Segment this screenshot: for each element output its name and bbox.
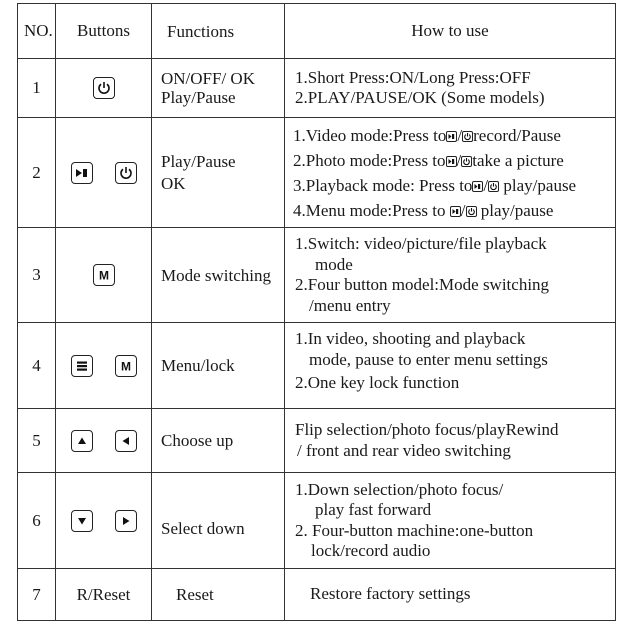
- row-number: 7: [18, 569, 56, 621]
- usage-cell: [285, 409, 616, 473]
- function-text: Play/Pause: [161, 151, 236, 171]
- usage-text: 2. Four-button machine:one-button: [295, 520, 534, 540]
- power-mini-icon: [462, 131, 473, 142]
- function-text: Reset: [176, 585, 214, 604]
- row-number: 4: [18, 323, 56, 409]
- usage-line: 1.Video mode:Press to / record/Pause: [293, 125, 561, 145]
- right-arrow-icon: [115, 510, 137, 532]
- header-functions: Functions: [152, 4, 285, 59]
- function-text: ON/OFF/ OK: [161, 69, 255, 88]
- play-pause-mini-icon: [450, 206, 461, 217]
- usage-cell: [285, 473, 616, 569]
- usage-text: / front and rear video switching: [297, 440, 511, 460]
- function-cell: [152, 409, 285, 473]
- table-row: [18, 569, 616, 621]
- usage-text: 1.In video, shooting and playback: [295, 329, 526, 348]
- svg-text:M: M: [98, 268, 109, 282]
- table-row: [18, 473, 616, 569]
- usage-line: 2.Photo mode:Press to / take a picture: [293, 150, 564, 170]
- function-text: Select down: [161, 519, 245, 538]
- up-arrow-icon: [71, 430, 93, 452]
- svg-text:M: M: [120, 359, 131, 373]
- buttons-cell: [56, 118, 152, 228]
- mode-m-icon: [93, 264, 115, 286]
- left-arrow-icon: [115, 430, 137, 452]
- function-text: Mode switching: [161, 265, 272, 285]
- header-no: NO.: [18, 4, 56, 59]
- usage-text: lock/record audio: [311, 541, 431, 560]
- usage-text: 2.One key lock function: [295, 373, 460, 392]
- usage-cell: [285, 59, 616, 118]
- function-text: Choose up: [161, 431, 234, 450]
- function-cell: [152, 323, 285, 409]
- usage-text: Flip selection/photo focus/playRewind: [295, 420, 559, 439]
- function-cell: [152, 228, 285, 323]
- power-mini-icon: [466, 206, 477, 217]
- play-pause-mini-icon: [446, 156, 457, 167]
- usage-text: Restore factory settings: [310, 584, 471, 604]
- play-pause-icon: [71, 162, 93, 184]
- play-pause-mini-icon: [472, 181, 483, 192]
- table-row: [18, 59, 616, 118]
- buttons-cell: [56, 59, 152, 118]
- buttons-cell: [56, 228, 152, 323]
- row-number: 3: [18, 228, 56, 323]
- power-mini-icon: [488, 181, 499, 192]
- row-number: 1: [18, 59, 56, 118]
- function-text: Menu/lock: [161, 356, 235, 375]
- usage-cell: [285, 118, 616, 228]
- function-text: OK: [161, 173, 186, 193]
- table-row: [18, 409, 616, 473]
- down-arrow-icon: [71, 510, 93, 532]
- menu-icon: [71, 355, 93, 377]
- function-cell: [152, 59, 285, 118]
- usage-text: mode, pause to enter menu settings: [309, 349, 548, 369]
- usage-text: 1.Switch: video/picture/file playback: [295, 234, 547, 253]
- usage-line: 4.Menu mode:Press to / play/pause: [293, 200, 554, 220]
- row-number: 2: [18, 118, 56, 228]
- header-buttons: Buttons: [56, 4, 152, 59]
- usage-text: play fast forward: [315, 500, 432, 519]
- reset-button-label: R/Reset: [56, 569, 152, 621]
- mode-m-icon: [115, 355, 137, 377]
- usage-text: mode: [315, 254, 353, 274]
- power-icon: [93, 77, 115, 99]
- function-cell: [152, 118, 285, 228]
- usage-line: 3.Playback mode: Press to / play/pause: [293, 175, 577, 195]
- row-number: 6: [18, 473, 56, 569]
- row-number: 5: [18, 409, 56, 473]
- power-icon: [115, 162, 137, 184]
- header-row: [18, 4, 616, 59]
- usage-text: 2.Four button model:Mode switching: [295, 275, 550, 294]
- table-row: [18, 323, 616, 409]
- table-row: [18, 118, 616, 228]
- header-how-to-use: How to use: [285, 4, 616, 59]
- usage-cell: [285, 228, 616, 323]
- usage-text: 1.Short Press:ON/Long Press:OFF: [295, 67, 531, 87]
- buttons-cell: [56, 473, 152, 569]
- usage-text: 2.PLAY/PAUSE/OK (Some models): [295, 88, 545, 107]
- play-pause-mini-icon: [446, 131, 457, 142]
- function-text: Play/Pause: [161, 88, 236, 107]
- usage-cell: [285, 323, 616, 409]
- function-cell: [152, 569, 285, 621]
- function-cell: [152, 473, 285, 569]
- buttons-cell: [56, 323, 152, 409]
- usage-text: 1.Down selection/photo focus/: [295, 479, 504, 499]
- usage-text: /menu entry: [309, 295, 391, 315]
- power-mini-icon: [461, 156, 472, 167]
- usage-cell: [285, 569, 616, 621]
- buttons-cell: [56, 409, 152, 473]
- table-row: [18, 228, 616, 323]
- button-function-table: [17, 3, 616, 621]
